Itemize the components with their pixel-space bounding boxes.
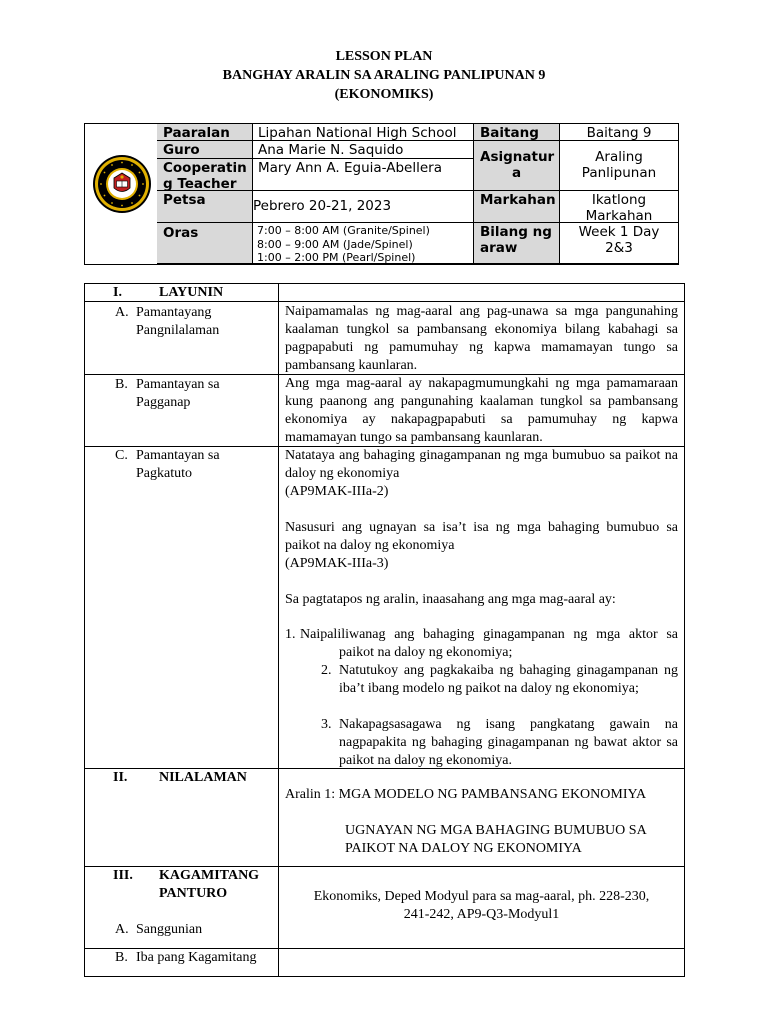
oras-line1: 7:00 – 8:00 AM (Granite/Spinel) [257,224,430,237]
objective-1-text: Naipaliliwanag ang bahaging ginagampanan ng mga aktor sa paikot na daloy ng ekonomiya; [300,627,678,660]
section-title: LAYUNIN [159,285,224,300]
row-pamantayang-pangnilalaman [85,302,684,375]
section-number: II. [113,770,128,785]
aralin-subtitle-line1: UGNAYAN NG MGA BAHAGING BUMUBUO SA [345,823,647,838]
doc-subtitle: BANGHAY ARALIN SA ARALING PANLIPUNAN 9 [222,68,546,83]
markahan-value-line1: Ikatlong [591,192,647,208]
aralin-subtitle-line2: PAIKOT NA DALOY NG EKONOMIYA [345,841,582,856]
row-letter: B. [115,377,128,392]
iba-pang-kagamitang-label: Iba pang Kagamitang [136,950,257,965]
bilang-label-line2: araw [480,240,518,256]
nilalaman-label-cell [85,769,279,866]
competency-2-code: (AP9MAK-IIIa-3) [285,556,389,571]
objectives-intro: Sa pagtatapos ng aralin, inaasahang ang mga mag-aaral ay: [285,592,616,607]
bilang-value-line2: 2&3 [605,240,633,256]
asignatura-label-line1: Asignatur [480,149,555,165]
objective-3-text: Nakapagsasagawa ng isang pangkatang gawain na nagpapakita ng bahaging ginagampanan ng bawat aktor sa paikot na daloy ng ekonomiya. [339,717,678,768]
row-c-label-cell [85,447,279,768]
row-iba-pang-kagamitang [85,949,684,976]
coop-label-line1: Cooperatin [163,160,247,176]
sanggunian-label: Sanggunian [136,922,203,937]
petsa-label: Petsa [157,191,253,223]
section-title [159,867,259,903]
row-label-line1: Pamantayan sa [136,448,220,463]
aralin-title: Aralin 1: MGA MODELO NG PAMBANSANG EKONOMIYA [285,787,647,802]
objective-1-number: 1. [285,627,296,642]
row-pamantayan-pagkatuto [85,447,684,769]
row-b-label-cell [85,375,279,446]
row-label-line2: Pagkatuto [136,466,192,481]
kagamitang-content-cell [279,867,684,948]
section-number: III. [113,868,133,883]
row-layunin-header [85,284,684,302]
bilang-value-line1: Week 1 Day [578,224,660,240]
markahan-value-line2: Markahan [585,208,653,223]
row-letter: B. [115,950,128,965]
asignatura-value-line1: Araling [595,149,643,165]
row-a-label-cell [85,302,279,374]
row-letter: A. [115,922,129,937]
oras-value [253,223,474,264]
row-nilalaman [85,769,684,867]
row-letter: A. [115,305,129,320]
layunin-empty-cell [279,284,684,301]
competency-1-code: (AP9MAK-IIIa-2) [285,484,389,499]
row-kagamitang-panturo [85,867,684,949]
iba-pang-content-cell [279,949,684,976]
row-b-content-cell [279,375,684,446]
section-title-line2: PANTURO [159,886,228,901]
row-label [136,447,220,483]
doc-title: LESSON PLAN [335,49,433,64]
row-label-line1: Pamantayan sa [136,377,220,392]
coop-teacher-value: Mary Ann A. Eguia-Abellera [253,159,474,191]
petsa-value: Pebrero 20-21, 2023 [253,191,474,223]
iba-pang-label-cell [85,949,279,976]
row-letter: C. [115,448,128,463]
asignatura-label-line2: a [511,165,522,181]
asignatura-value-line2: Panlipunan [581,165,657,181]
header-info-table [84,123,679,265]
coop-label-line2: g Teacher [163,176,237,191]
objective-3-number: 3. [321,717,332,732]
row-pamantayan-pagganap [85,375,684,447]
competency-2-text: Nasusuri ang ugnayan sa isa’t isa ng mga bahaging bumubuo sa paikot na daloy ng ekonomiya [285,520,678,553]
logo-cell [85,124,158,264]
oras-line3: 1:00 – 2:00 PM (Pearl/Spinel) [257,251,416,264]
oras-line2: 8:00 – 9:00 AM (Jade/Spinel) [257,237,413,251]
objective-2-text: Natutukoy ang pagkakaiba ng bahaging ginagampanan ng iba’t ibang modelo ng paikot na daloy ng ekonomiya; [339,663,678,696]
pamantayan-pagganap-text: Ang mga mag-aaral ay nakapagmumungkahi ng mga pamamaraan kung paanong ang pangunahing kaalaman tungkol sa pambansang ekonomiya ay nakapagpapabuti sa pamumuhay ng kapwa mamamayan tungo sa pambansang kaunlaran. [285,376,678,445]
sanggunian-line2: 241-242, AP9-Q3-Modyul1 [403,907,560,922]
paaralan-value: Lipahan National High School [253,124,474,141]
sanggunian-line1: Ekonomiks, Deped Modyul para sa mag-aaral, ph. 228-230, [313,889,650,904]
row-label-line2: Pangnilalaman [136,323,220,338]
section-title: NILALAMAN [159,770,247,785]
row-label [136,304,219,340]
competency-1-text: Natataya ang bahaging ginagampanan ng mga bumubuo sa paikot na daloy ng ekonomiya [285,448,678,481]
row-c-content-cell [279,447,684,768]
oras-label: Oras [157,223,253,264]
asignatura-label [474,141,560,191]
asignatura-value [560,141,678,191]
row-label [136,376,220,412]
section-number: I. [113,285,122,300]
guro-value: Ana Marie N. Saquido [253,141,474,159]
lesson-table [84,283,685,977]
objective-2-number: 2. [321,663,332,678]
school-seal-icon [92,154,152,214]
paaralan-label: Paaralan [157,124,253,141]
row-label-line1: Pamantayang [136,305,212,320]
baitang-label: Baitang [474,124,560,141]
layunin-cell [85,284,279,301]
coop-teacher-label [157,159,253,191]
row-label-line2: Pagganap [136,395,191,410]
markahan-label: Markahan [474,191,560,223]
nilalaman-content-cell [279,769,684,866]
markahan-value [560,191,678,223]
bilang-label [474,223,560,264]
section-title-line1: KAGAMITANG [159,868,260,883]
bilang-value [560,223,678,264]
kagamitang-label-cell [85,867,279,948]
doc-subject: (EKONOMIKS) [334,87,434,102]
baitang-value: Baitang 9 [560,124,678,141]
guro-label: Guro [157,141,253,159]
bilang-label-line1: Bilang ng [480,224,552,240]
pamantayang-pangnilalaman-text: Naipamamalas ng mag-aaral ang pag-unawa sa mga pangunahing kaalaman tungkol sa pambansang ekonomiya bilang kabahagi sa pagpapabuti ng pamumuhay ng kapwa mamamayan tungo sa pambansang kaunlaran. [285,304,678,373]
row-a-content-cell [279,302,684,374]
